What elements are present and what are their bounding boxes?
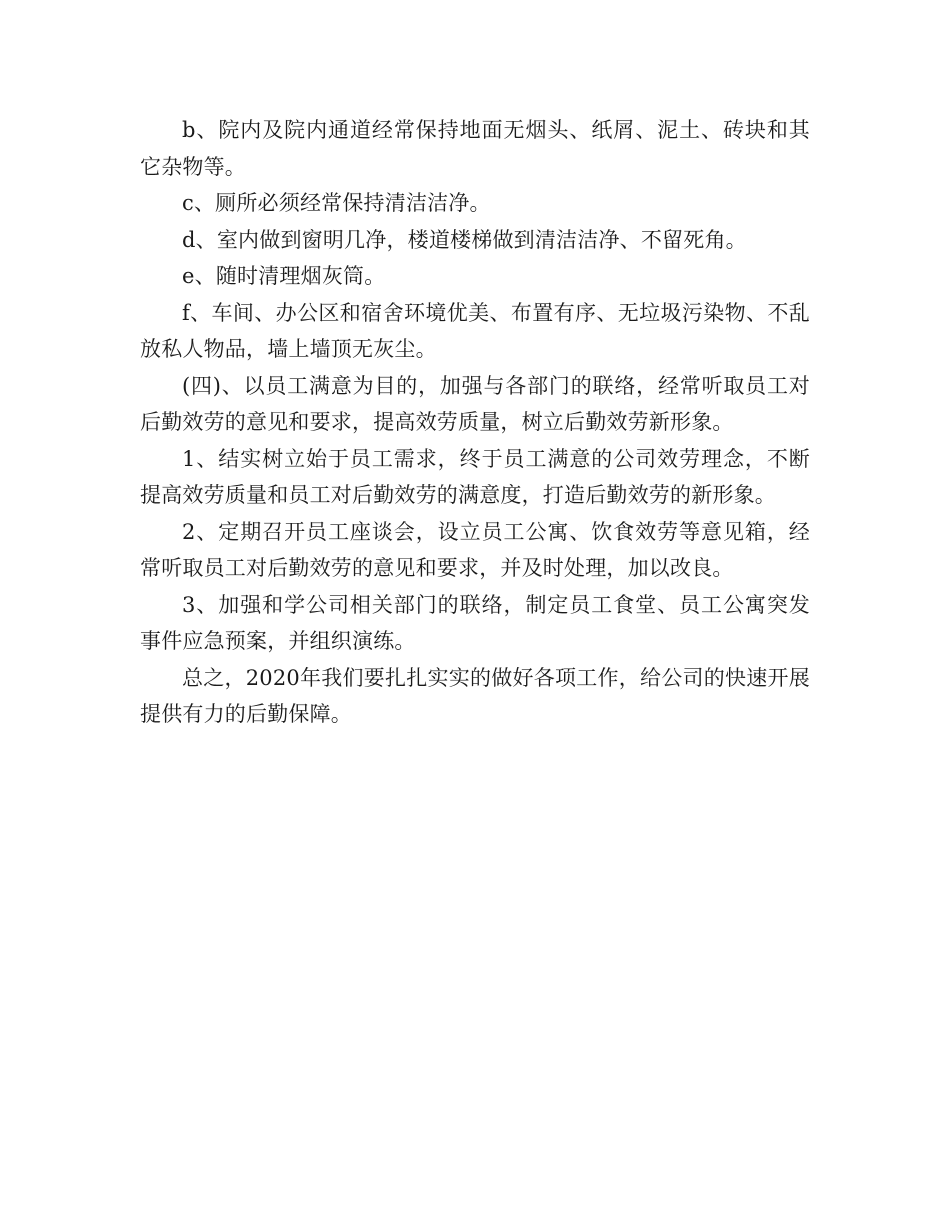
paragraph-d-indoor: d、室内做到窗明几净，楼道楼梯做到清洁洁净、不留死角。 — [182, 227, 747, 252]
paragraph-f-environment: f、车间、办公区和宿舍环境优美、布置有序、无垃圾污染物、不乱放私人物品，墙上墙顶无灰尘。 — [140, 300, 810, 361]
paragraph-item-1: 1、结实树立始于员工需求，终于员工满意的公司效劳理念，不断提高效劳质量和员工对后勤效劳的满意度，打造后勤效劳的新形象。 — [140, 446, 810, 507]
paragraph-section-four: (四)、以员工满意为目的，加强与各部门的联络，经常听取员工对后勤效劳的意见和要求，提高效劳质量，树立后勤效劳新形象。 — [140, 373, 810, 434]
document-body — [140, 112, 810, 733]
paragraph-b-courtyard: b、院内及院内通道经常保持地面无烟头、纸屑、泥土、砖块和其它杂物等。 — [140, 118, 810, 179]
paragraph-e-ashtrays: e、随时清理烟灰筒。 — [182, 264, 386, 288]
paragraph-item-2: 2、定期召开员工座谈会，设立员工公寓、饮食效劳等意见箱，经常听取员工对后勤效劳的意见和要求，并及时处理，加以改良。 — [140, 519, 810, 580]
paragraph-conclusion: 总之，2020年我们要扎扎实实的做好各项工作，给公司的快速开展提供有力的后勤保障。 — [140, 665, 810, 726]
paragraph-c-toilets: c、厕所必须经常保持清洁洁净。 — [182, 191, 491, 215]
paragraph-item-3: 3、加强和学公司相关部门的联络，制定员工食堂、员工公寓突发事件应急预案，并组织演练。 — [140, 592, 810, 653]
